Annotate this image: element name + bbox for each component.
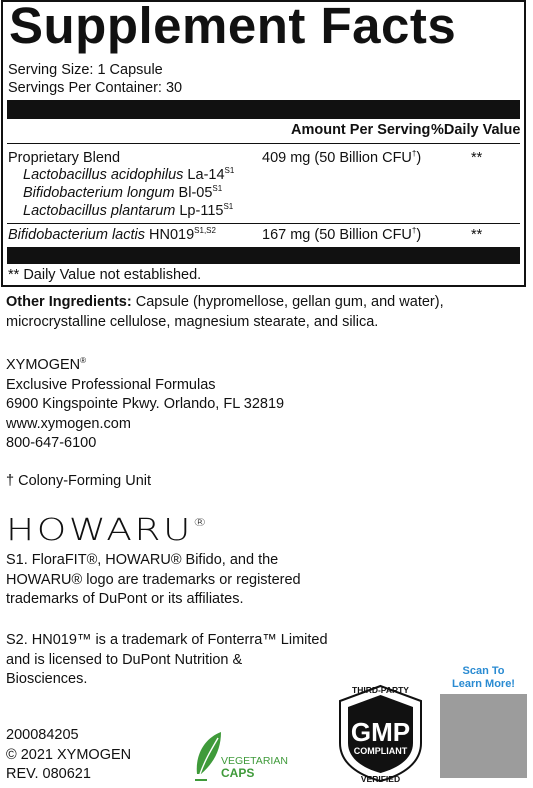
gmp-badge xyxy=(333,683,428,783)
supplement-facts-panel xyxy=(1,0,526,287)
scan-prompt xyxy=(440,665,527,691)
gmp-top-text: THIRD-PARTY xyxy=(352,685,409,695)
lactis-name: Bifidobacterium lactis $HN019^{S1,S2}$ xyxy=(8,226,216,243)
leaf-icon xyxy=(191,730,288,782)
blend-dv: ** xyxy=(471,150,483,166)
company-name: XYMOGEN® xyxy=(6,356,87,373)
gmp-main-text: GMP xyxy=(350,717,411,747)
company-address: 6900 Kingspointe Pkwy. Orlando, FL 32819 xyxy=(6,396,285,412)
trademark-note-s2 xyxy=(6,631,328,690)
s1-line3: trademarks of DuPont or its affiliates. xyxy=(6,591,244,607)
header-rule xyxy=(7,143,520,144)
company-website: www.xymogen.com xyxy=(6,415,131,432)
vegetarian-caps-badge xyxy=(191,730,288,782)
cfu-note: † Colony-Forming Unit xyxy=(6,473,152,489)
ingredients-line2: microcrystalline cellulose, magnesium stearate, and silica. xyxy=(6,314,379,330)
gmp-bottom-text: VERIFIED xyxy=(360,774,401,784)
other-ingredients xyxy=(6,292,526,332)
s1-line2: HOWARU® logo are trademarks or registered xyxy=(6,571,301,588)
howaru-logo: HOWARU® xyxy=(6,513,210,548)
s2-line1: S2. HN019™ is a trademark of Fonterra™ Limited xyxy=(6,632,328,648)
revision: REV. 080621 xyxy=(6,766,91,782)
strain-acidophilus: Lactobacillus acidophilus $La-14^{S1}$ xyxy=(23,166,235,183)
veg-line1: VEGETARIAN xyxy=(221,755,288,767)
blend-amount: 409 mg (50 Billion CFU†) xyxy=(262,149,422,166)
blend-rule xyxy=(7,223,520,224)
company-phone: 800-647-6100 xyxy=(6,435,97,451)
dv-footnote: ** Daily Value not established. xyxy=(8,267,202,283)
thick-rule-bottom xyxy=(7,247,520,264)
servings-per-container: Servings Per Container: 30 xyxy=(8,80,183,96)
strain-plantarum: Lactobacillus plantarum $Lp-115^{S1}$ xyxy=(23,202,234,219)
serving-size: Serving Size: 1 Capsule xyxy=(8,62,163,78)
daily-value-header: %Daily Value xyxy=(431,122,521,138)
facts-title: Supplement Facts xyxy=(9,0,457,54)
trademark-note-s1 xyxy=(6,551,301,610)
veg-line2: CAPS xyxy=(221,766,255,780)
amount-per-serving-header: Amount Per Serving xyxy=(291,122,431,138)
qr-code-placeholder[interactable] xyxy=(440,694,527,778)
s2-line2: and is licensed to DuPont Nutrition & xyxy=(6,651,243,668)
gmp-sub-text: COMPLIANT xyxy=(353,746,408,756)
s1-line1: S1. FloraFIT®, HOWARU® Bifido, and the xyxy=(6,552,279,568)
qr-code-area[interactable] xyxy=(440,662,527,778)
ingredients-line1: Other Ingredients: Capsule (hypromellose, gellan gum, and water), xyxy=(6,294,444,310)
product-codes xyxy=(6,726,131,785)
strain-longum: Bifidobacterium longum $Bl-05^{S1}$ xyxy=(23,184,223,201)
copyright: © 2021 XYMOGEN xyxy=(6,746,132,763)
company-info xyxy=(6,356,284,454)
s2-line3: Biosciences. xyxy=(6,671,88,687)
scan-line2: Learn More! xyxy=(452,678,515,690)
blend-name: Proprietary Blend xyxy=(8,150,121,166)
scan-line1: Scan To xyxy=(462,665,505,677)
lactis-dv: ** xyxy=(471,227,483,243)
company-tagline: Exclusive Professional Formulas xyxy=(6,376,216,393)
lactis-amount: 167 mg (50 Billion CFU†) xyxy=(262,226,422,243)
thick-rule-top xyxy=(7,100,520,119)
lot-number: 200084205 xyxy=(6,727,79,743)
